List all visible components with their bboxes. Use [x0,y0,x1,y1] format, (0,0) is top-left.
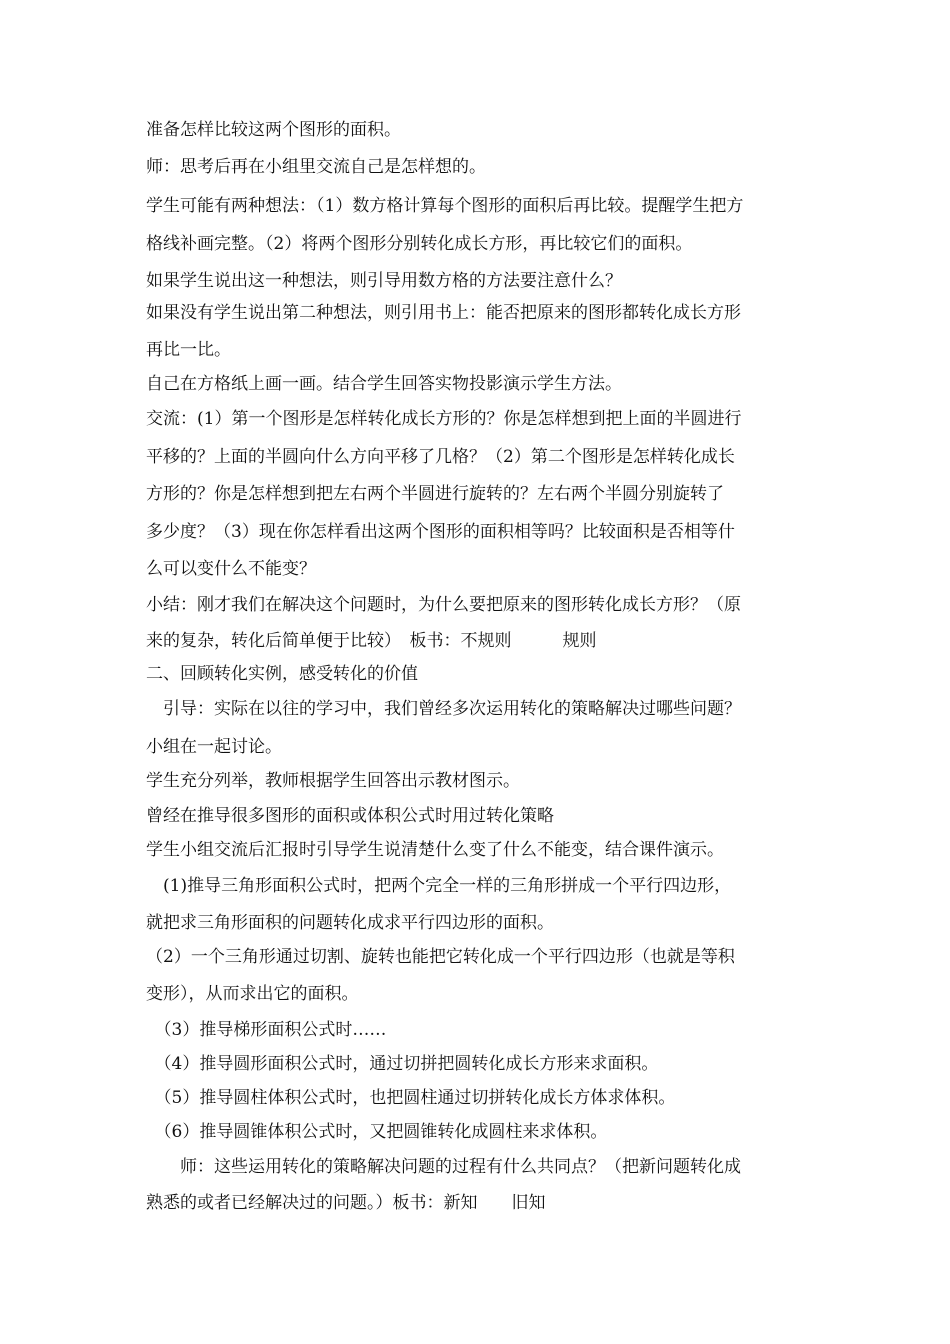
text-line: 再比一比。 [146,340,231,360]
text-line: (1)推导三角形面积公式时，把两个完全一样的三角形拼成一个平行四边形， [146,876,732,896]
section-heading: 二、回顾转化实例，感受转化的价值 [146,664,418,684]
text-line: 曾经在推导很多图形的面积或体积公式时用过转化策略 [146,806,554,826]
text-line: 平移的？上面的半圆向什么方向平移了几格？（2）第二个图形是怎样转化成长 [146,447,735,467]
text-line: 自己在方格纸上画一画。结合学生回答实物投影演示学生方法。 [146,374,622,394]
text-line: 方形的？你是怎样想到把左右两个半圆进行旋转的？左右两个半圆分别旋转了 [146,484,724,504]
text-line: 小组在一起讨论。 [146,737,282,757]
text-line: 如果没有学生说出第二种想法，则引用书上：能否把原来的图形都转化成长方形 [146,303,741,323]
text-line: 交流：(1）第一个图形是怎样转化成长方形的？你是怎样想到把上面的半圆进行 [146,409,742,429]
text-line: 学生可能有两种想法：（1）数方格计算每个图形的面积后再比较。提醒学生把方 [146,196,744,216]
text-line: 变形），从而求出它的面积。 [146,984,359,1004]
text-line: 小结：刚才我们在解决这个问题时，为什么要把原来的图形转化成长方形？（原 [146,595,741,615]
text-line: 格线补画完整。（2）将两个图形分别转化成长方形，再比较它们的面积。 [146,234,693,254]
text-line: 学生充分列举，教师根据学生回答出示教材图示。 [146,771,520,791]
text-line: 多少度？（3）现在你怎样看出这两个图形的面积相等吗？比较面积是否相等什 [146,522,735,542]
text-line: 师：这些运用转化的策略解决问题的过程有什么共同点？（把新问题转化成 [146,1157,741,1177]
text-line: （2）一个三角形通过切割、旋转也能把它转化成一个平行四边形（也就是等积 [146,947,735,967]
text-line: 熟悉的或者已经解决过的问题。）板书：新知 旧知 [146,1193,546,1213]
text-line: （5）推导圆柱体积公式时，也把圆柱通过切拼转化成长方体求体积。 [146,1088,676,1108]
text-line: （4）推导圆形面积公式时，通过切拼把圆转化成长方形来求面积。 [146,1054,659,1074]
text-line: 就把求三角形面积的问题转化成求平行四边形的面积。 [146,913,554,933]
text-line: 如果学生说出这一种想法，则引导用数方格的方法要注意什么？ [146,271,622,291]
text-line: 学生小组交流后汇报时引导学生说清楚什么变了什么不能变，结合课件演示。 [146,840,724,860]
text-line: 准备怎样比较这两个图形的面积。 [146,120,401,140]
text-line: 引导：实际在以往的学习中，我们曾经多次运用转化的策略解决过哪些问题？ [146,699,741,719]
text-line: 师：思考后再在小组里交流自己是怎样想的。 [146,157,486,177]
text-line: 么可以变什么不能变？ [146,559,316,579]
text-line: （6）推导圆锥体积公式时，又把圆锥转化成圆柱来求体积。 [146,1122,608,1142]
text-line: （3）推导梯形面积公式时…… [146,1020,387,1040]
text-line: 来的复杂，转化后简单便于比较） 板书：不规则 规则 [146,631,597,651]
